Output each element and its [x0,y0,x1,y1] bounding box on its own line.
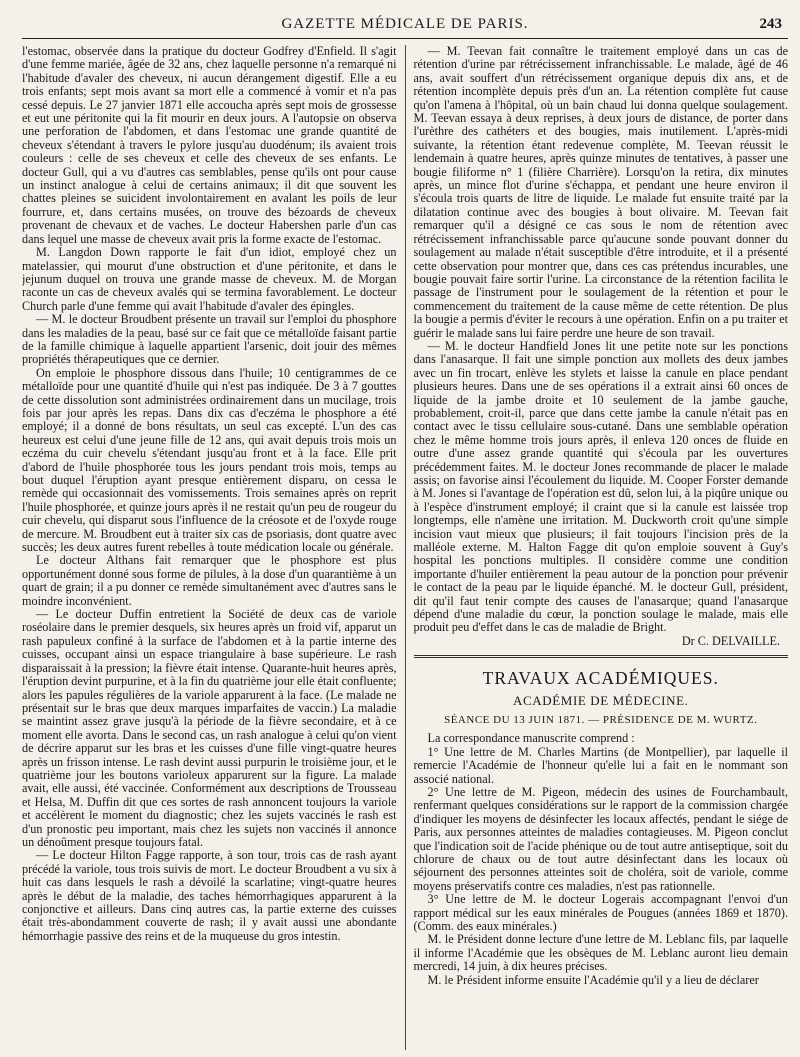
paragraph: Le docteur Althans fait remarquer que le phosphore est plus opportunément donné sous forme de pilules, à la dose d'un quarantième à un quart de grain; il a pu donner ce remède simultanément avec d'autres sans le moindre inconvénient. [22,553,397,608]
author-signature: Dr C. DELVAILLE. [681,633,780,648]
paragraph: — M. Teevan fait connaître le traitement employé dans un cas de rétention d'urine par rétrécissement infranchissable. Le malade, âgé de 46 ans, avait souffert d'un rétrécissement organique depuis dix ans, et de rétention incomplète depuis près d'un an. La rétention complète fut cause qu'on l'amena à l'hôpital, où un bain chaud lui donna quelque soulagement. M. Teevan essaya à deux reprises, à deux jours de distance, de porter dans l'urèthre des cathéters et des bougies, mais inutilement. L'après-midi suivante, la rétention étant redevenue complète, M. Teevan réussit le lendemain à quatre heures, après quinze minutes de tentatives, à passer une bougie filiforme n° 1 (filière Charrière). Lorsqu'on la retira, dix minutes après, un mince flot d'urine s'échappa, et pendant une heure environ il s'écoula trois quarts de litre de liquide. Le malade fut ensuite traité par la dilatation continue avec des bougies à bout olivaire. M. Teevan fait remarquer qu'il a désigné ce cas sous le nom de rétention avec rétrécissement infranchissable parce qu'aucune sonde pouvant donner du soulagement au malade n'était susceptible d'être introduite, et il a présenté cette observation pour montrer que, dans ces cas prétendus incurables, une bougie pouvait faire sortir l'urine. La circonstance de la rétention facilita le passage de l'instrument pour le soulagement de la rétention et pour le commencement du traitement de la cause même de cette rétention. De plus la bougie a permis d'éviter le recours à une opération. Enfin on a pu traiter et guérir le malade sans lui faire perdre une heure de son travail. [413,45,788,340]
left-column [22,45,405,1050]
paragraph: M. le Président donne lecture d'une lettre de M. Leblanc fils, par laquelle il informe l'Académie que les obsèques de M. Leblanc auront lieu demain mercredi, 14 juin, à dix heures précises. [413,932,788,974]
paragraph: La correspondance manuscrite comprend : [427,731,635,746]
section-title: TRAVAUX ACADÉMIQUES. [482,668,719,689]
paragraph: — Le docteur Hilton Fagge rapporte, à son tour, trois cas de rash ayant précédé la variole, tous trois suivis de mort. Le docteur Broudbent a vu six à huit cas dans lesquels le rash a dévoilé la scarlatine; vingt-quatre heures après le début de la maladie, des taches hémorrhagiques apparurent à la conjonctive et ailleurs. Dans cinq autres cas, la partie externe des cuisses était très-abondamment couverte de rash; il y avait aussi une abondante hémorrhagie passive des reins et de la muqueuse du gros intestin. [22,848,397,943]
section-subtitle: ACADÉMIE DE MÉDECINE. [513,693,689,709]
paragraph: l'estomac, observée dans la pratique du docteur Godfrey d'Enfield. Il s'agit d'une femme mariée, âgée de 32 ans, chez laquelle personne n'a remarqué ni l'habitude d'avaler des cheveux, ni aucun dérangement digestif. Elle a eu trois enfants; sept mois avant sa mort elle a commencé à vomir et n'a pas cessé depuis. Le 27 janvier 1871 elle accoucha après sept mois de grossesse et eut une péritonite qui la fit mourir en deux jours. A l'autopsie on observa une perforation de l'abdomen, et dans l'estomac une grande quantité de cheveux s'étendant à travers le pylore jusqu'au duodénum; ils avaient trois couleurs : celle de ses cheveux et celle des cheveux de ses enfants. Le docteur Gull, qui a vu d'autres cas semblables, pense qu'ils ont pour cause un instinct analogue à celui de certains animaux; il dit que souvent les chattes pleines se suicident involontairement en avalant les poils de leur fourrure, et, dans certains musées, on trouve des bézoards de cheveux provenant de chevaux et de vaches. Le docteur Habershen parle d'un cas dans lequel une masse de cheveux avait pris la forme exacte de l'estomac. [22,45,397,246]
paragraph: — M. le docteur Broudbent présente un travail sur l'emploi du phosphore dans les maladies de la peau, basé sur ce fait que ce métalloïde faisant partie de la famille chimique à laquelle appartient l'arsenic, doit jouir des mêmes propriétés thérapeutiques que ce dernier. [22,312,397,367]
page-number: 243 [759,16,782,32]
journal-title: GAZETTE MÉDICALE DE PARIS. [281,16,529,32]
paragraph: — M. le docteur Handfield Jones lit une petite note sur les ponctions dans l'anasarque. Il fait une simple ponction aux mollets des deux jambes avec un fin trocart, enlève les stylets et laisse la canule en place pendant plusieurs heures. Dans une de ses opérations il a extrait ainsi 60 onces de liquide de la jambe droite et 10 seulement de la jambe gauche, probablement, croit-il, parce que dans cette jambe la canule n'était pas en contact avec le tissu cellulaire sous-cutané. Dans une semblable opération chez le même homme trois jours après, il enleva 120 onces de fluide en outre d'une assez grande quantité qui s'écoula par les ouvertures précédemment faites. M. le docteur Jones recommande de placer le malade assis; on favorise ainsi l'écoulement du liquide. M. Cooper Forster demande à M. Jones si l'avantage de l'opération est dû, selon lui, à la piqûre unique ou à l'espèce d'instrument employé; il craint que si la canule est laissée trop longtemps, elle n'amène une irritation. M. Duckworth croit qu'une simple incision vaut mieux que plusieurs; il fait toujours l'incision près de la malléole externe. M. Halton Fagge dit qu'on emploie souvent à Guy's hospital les ponctions multiples. Il considère comme une condition importante d'huiler entièrement la peau autour de la ponction pour prévenir le contact de la peau par le liquide épanché. M. le docteur Gull, président, dit qu'il faut tenir compte des causes de l'anasarque; quand l'anasarque dépend d'une maladie du cœur, la ponction soulage le malade, mais elle produit peu d'effet dans le cas de maladie de Bright. [413,338,788,635]
paragraph: 3° Une lettre de M. le docteur Logerais accompagnant l'envoi d'un rapport médical sur les eaux minérales de Pougues (années 1869 et 1870). (Comm. des eaux minérales.) [413,892,788,933]
session-heading: SÉANCE DU 13 JUIN 1871. — PRÉSIDENCE DE M. WURTZ. [444,714,758,727]
right-column [406,45,789,1050]
page-header [22,14,788,39]
paragraph: On emploie le phosphore dissous dans l'huile; 10 centigrammes de ce métalloïde pour une quantité d'huile qui n'est pas indiquée. De 3 à 7 gouttes de cette dissolution sont administrées ordinairement dans un mucilage, trois fois par jour après les repas. Dans dix cas d'eczéma le phosphore a été employé; il a donné de bons résultats, un seul cas excepté. L'un des cas heureux est celui d'une jeune fille de 12 ans, qui avait depuis trois mois un eczéma du cuir chevelu s'étendant jusqu'au front et à la face. Elle prit d'abord de l'huile phosphorée tous les jours pendant trois mois, temps au bout duquel l'éruption ayant presque entièrement disparu, on cessa le remède qui occasionnait des vomissements. Trois semaines après on reprit l'huile phosphorée, et quinze jours après il ne restait qu'un peu de rougeur du cuir chevelu, qui disparut sous l'influence de la créosote et de l'oxyde rouge de mercure. M. Broudbent eut à traiter six cas de psoriasis, dont quatre avec succès; les deux autres furent rebelles à toute médication locale ou générale. [22,365,397,555]
two-column-body [22,45,788,1050]
paragraph: M. Langdon Down rapporte le fait d'un idiot, employé chez un matelassier, qui mourut d'une obstruction et d'une péritonite, et dans le jejunum duquel on trouva une grande masse de cheveux. M. de Morgan raconte un cas de cheveux avalés qui se termina favorablement. Le docteur Church parle d'une femme qui avait l'habitude d'avaler des épingles. [22,245,397,313]
paragraph: — Le docteur Duffin entretient la Société de deux cas de variole roséolaire dans le premier desquels, six heures après un froid vif, apparut un rash papuleux confiné à la surface de l'abdomen et à la partie interne des cuisses, occupant ainsi un espace triangulaire à base supérieure. Le rash disparaissait à la pression; la fièvre était intense. Quarante-huit heures après, l'éruption devint purpurine, et à la fin du quatrième jour elle était confluente; alors les papules régulières de la variole apparurent à la face. (Le malade ne présentait sur le bras que deux marques imparfaites de vaccin.) La maladie se maintint assez grave jusqu'à la période de la fièvre secondaire, et à ce moment elle avorta. Dans le second cas, un rash analogue à celui qu'on vient de décrire apparut sur les bras et les cuisses d'une fille vingt-quatre heures après un frisson intense. Le rash devint aussi purpurin le troisième jour, et le quatrième jour les boutons varioleux apparurent sur la figure. La malade avait, elle aussi, été vaccinée. Conformément aux descriptions de Trousseau et Helsa, M. Duffin dit que ces sortes de rash annoncent toujours la variole et accélèrent le moment du diagnostic; chez les sujets vaccinés le rash est d'un pronostic peu important, mais chez les sujets non vaccinés il annonce un dénoûment presque toujours fatal. [22,607,397,849]
paragraph: M. le Président informe ensuite l'Académie qu'il y a lieu de déclarer [427,972,759,987]
paragraph: 1° Une lettre de M. Charles Martins (de Montpellier), par laquelle il remercie l'Académie de l'honneur qu'elle lui a fait en le nommant son associé national. [413,744,788,786]
academic-section [414,655,789,987]
paragraph: 2° Une lettre de M. Pigeon, médecin des usines de Fourchambault, renfermant quelques considérations sur le rapport de la commission chargée d'indiquer les moyens de désinfecter les locaux affectés, pendant le siége de Paris, aux personnes atteintes de maladies contagieuses. M. Pigeon conclut que l'indication soit de l'acide phénique ou de tout autre antiseptique, soit du chlorure de chaux ou de tout autre désinfectant dans les locaux où séjournent des personnes atteintes soit de choléra, soit de variole, comme moyens préservatifs contre ces maladies, n'est pas rationnelle. [413,784,788,893]
